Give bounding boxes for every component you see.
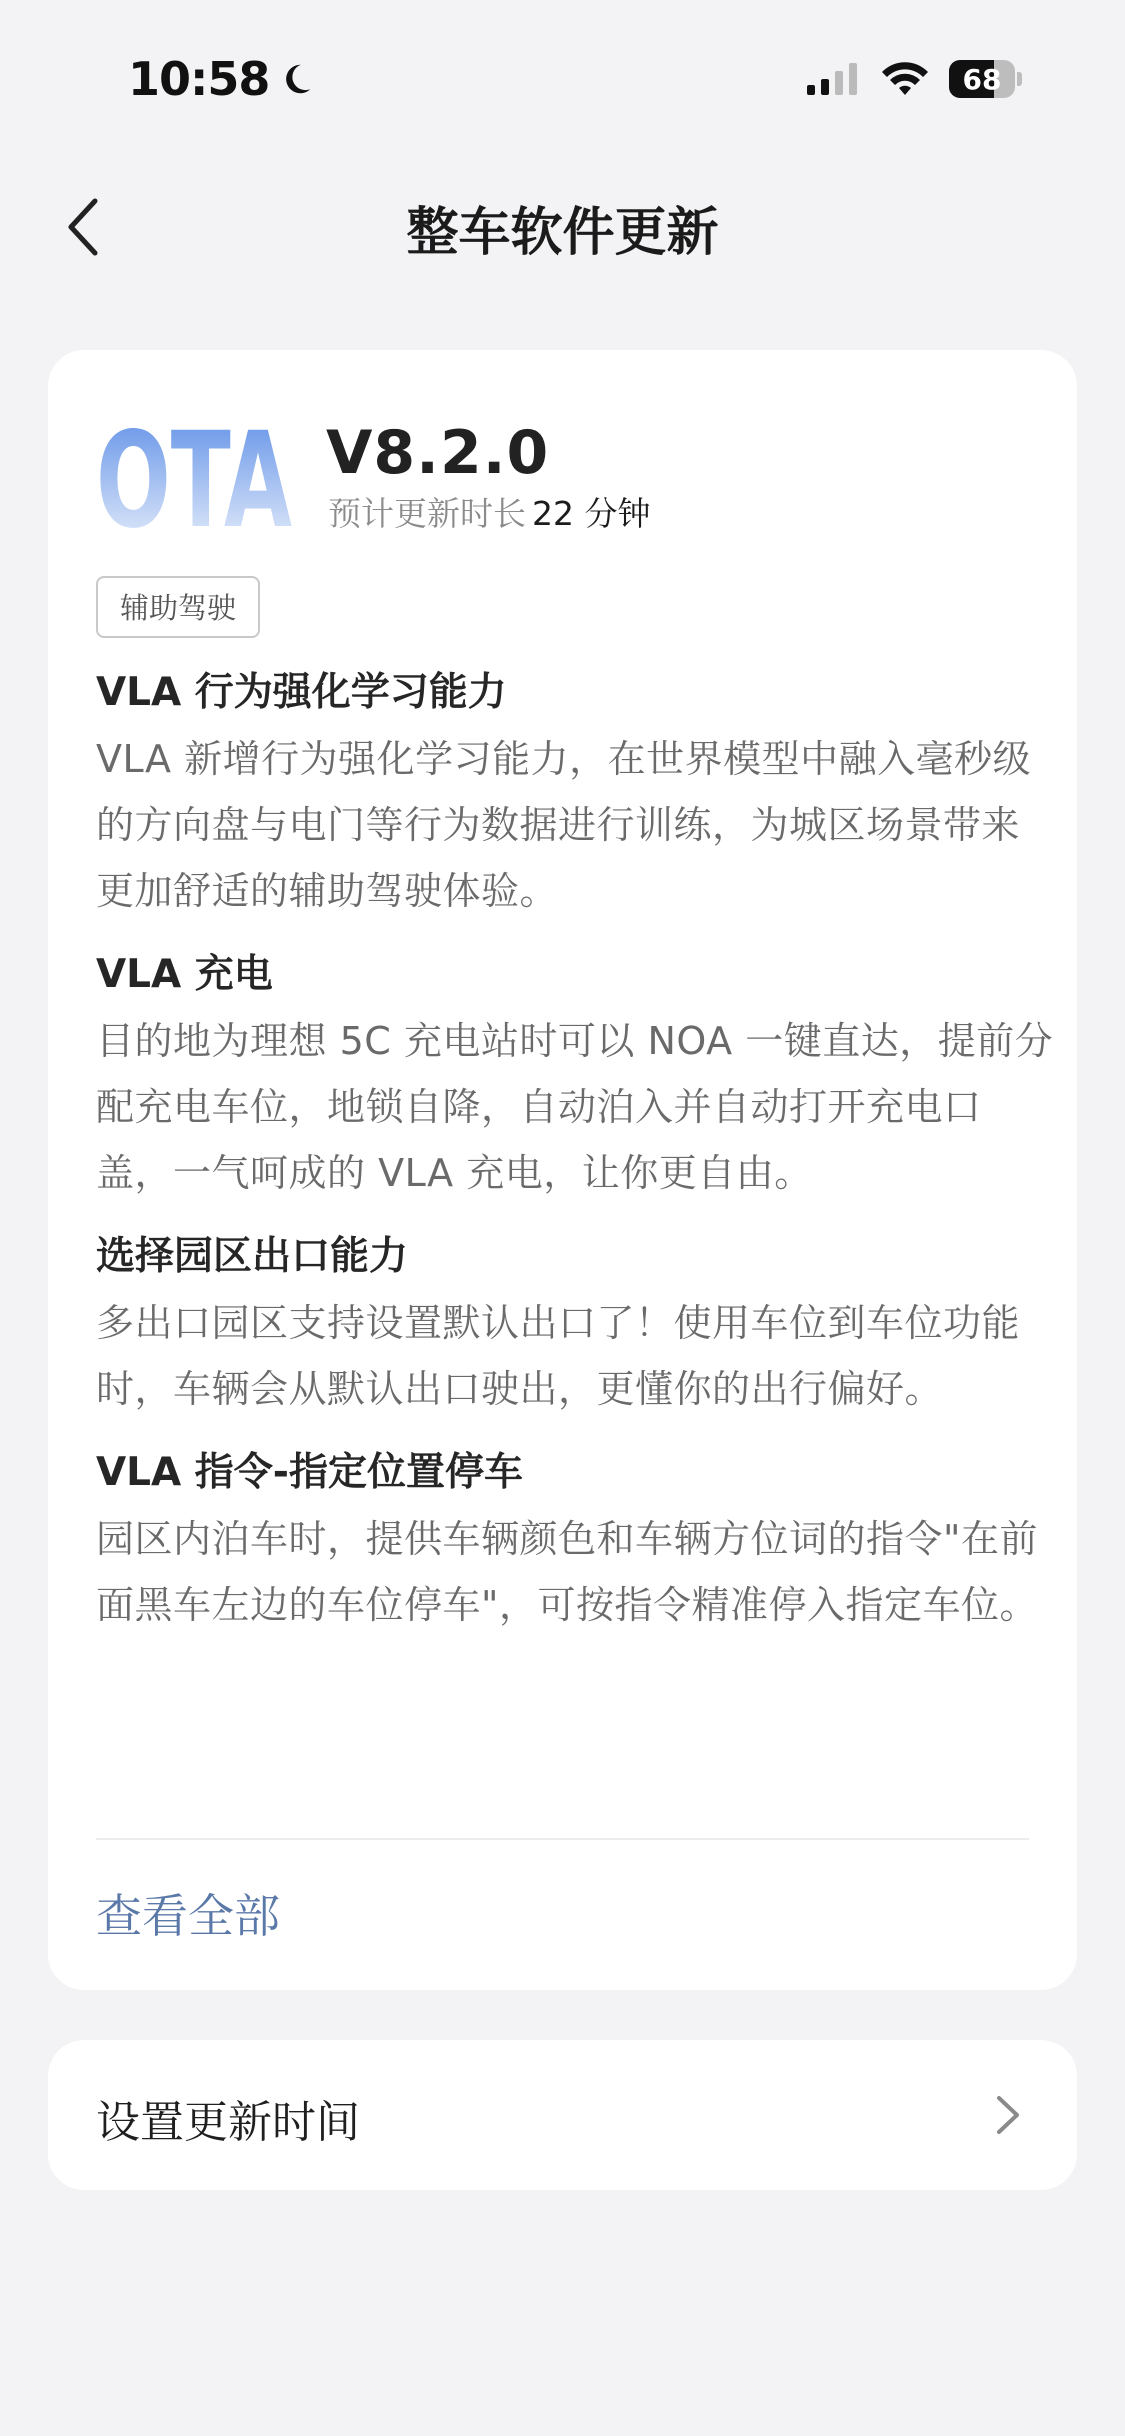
chevron-right-icon	[993, 2094, 1023, 2136]
battery-level: 68	[962, 62, 1002, 96]
status-icons	[805, 60, 1023, 98]
feature-description: 园区内泊车时，提供车辆颜色和车辆方位词的指令"在前面黑车左边的车位停车"，可按指令精准停入指定车位。	[96, 1517, 1038, 1627]
update-details-card	[48, 350, 1077, 1990]
feature-description: 目的地为理想 5C 充电站时可以 NOA 一键直达，提前分配充电车位，地锁自降，自动泊入并自动打开充电口盖，一气呵成的 VLA 充电，让你更自由。	[96, 1019, 1054, 1195]
wifi-icon	[881, 61, 929, 97]
ota-logo	[96, 418, 296, 534]
battery-indicator	[949, 60, 1023, 98]
navigation-bar	[0, 170, 1125, 280]
update-duration	[328, 488, 650, 535]
time-text: 10:58	[128, 52, 270, 106]
cellular-signal-icon	[805, 61, 861, 97]
feature-title: 选择园区出口能力	[96, 1234, 409, 1279]
duration-value: 22 分钟	[532, 494, 651, 533]
feature-description: 多出口园区支持设置默认出口了！使用车位到车位功能时，车辆会从默认出口驶出，更懂你的出行偏好。	[96, 1301, 1021, 1411]
feature-title: VLA 指令-指定位置停车	[96, 1450, 523, 1495]
view-all-link[interactable]: 查看全部	[96, 1889, 280, 1943]
ota-logo-text: OTA	[96, 418, 292, 534]
feature-description: VLA 新增行为强化学习能力，在世界模型中融入毫秒级的方向盘与电门等行为数据进行训练，为城区场景带来更加舒适的辅助驾驶体验。	[96, 737, 1032, 913]
feature-list	[96, 660, 1056, 1656]
status-time	[128, 52, 315, 106]
feature-item	[96, 942, 1056, 1206]
set-update-time-label: 设置更新时间	[96, 2097, 360, 2148]
version-number: V8.2.0	[326, 418, 550, 488]
feature-title: VLA 行为强化学习能力	[96, 670, 507, 715]
feature-item	[96, 1224, 1056, 1422]
status-bar	[0, 0, 1125, 150]
feature-item	[96, 1440, 1056, 1638]
category-tag: 辅助驾驶	[96, 576, 260, 638]
divider	[96, 1838, 1029, 1840]
feature-item	[96, 660, 1056, 924]
moon-icon	[277, 60, 315, 98]
duration-label: 预计更新时长	[328, 494, 526, 533]
feature-title: VLA 充电	[96, 952, 273, 997]
page-title: 整车软件更新	[406, 203, 719, 263]
set-update-time-row[interactable]	[48, 2040, 1077, 2190]
